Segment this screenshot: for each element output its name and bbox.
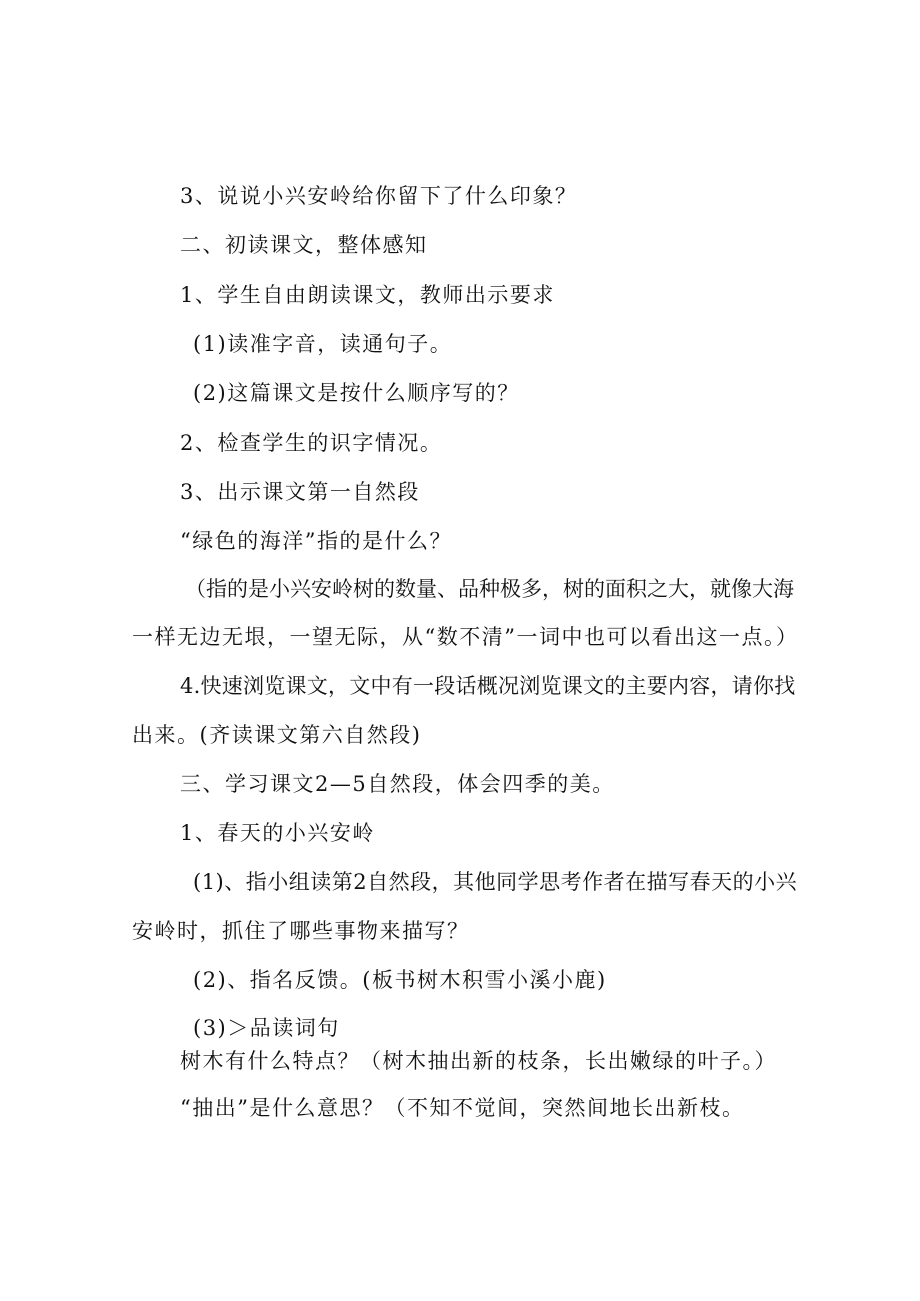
text-line: (2)这篇课文是按什么顺序写的？ [193, 381, 520, 405]
text-line: “绿色的海洋”指的是什么？ [180, 529, 452, 553]
text-line: (2)、指名反馈。(板书树木积雪小溪小鹿) [193, 968, 607, 992]
text-line: 3、说说小兴安岭给你留下了什么印象？ [180, 184, 578, 208]
text-line: 1、学生自由朗读课文，教师出示要求 [180, 283, 555, 307]
section-heading: 二、初读课文，整体感知 [180, 233, 428, 257]
text-line: 树木有什么特点？（树木抽出新的枝条，长出嫩绿的叶子。） [180, 1049, 777, 1073]
text-line: （指的是小兴安岭树的数量、品种极多，树的面积之大，就像大海 [185, 577, 794, 601]
text-line: 1、春天的小兴安岭 [180, 821, 375, 845]
text-line: 安岭时，抓住了哪些事物来描写？ [132, 919, 470, 943]
text-line: 3、出示课文第一自然段 [180, 480, 420, 504]
text-line: 2、检查学生的识字情况。 [180, 431, 443, 455]
text-line: “抽出”是什么意思？（不知不觉间，突然间地长出新枝。 [180, 1096, 745, 1120]
text-line: (3)＞品读词句 [193, 1016, 340, 1040]
text-line: 出来。(齐读课文第六自然段) [132, 723, 422, 747]
text-line: (1)读准字音，读通句子。 [193, 332, 453, 356]
text-line: (1)、指小组读第2自然段，其他同学思考作者在描写春天的小兴 [193, 870, 798, 894]
text-line: 一样无边无垠，一望无际，从“数不清”一词中也可以看出这一点。） [132, 625, 799, 649]
section-heading: 三、学习课文2—5自然段，体会四季的美。 [180, 772, 615, 796]
text-line: 4.快速浏览课文，文中有一段话概况浏览课文的主要内容，请你找 [180, 674, 796, 698]
